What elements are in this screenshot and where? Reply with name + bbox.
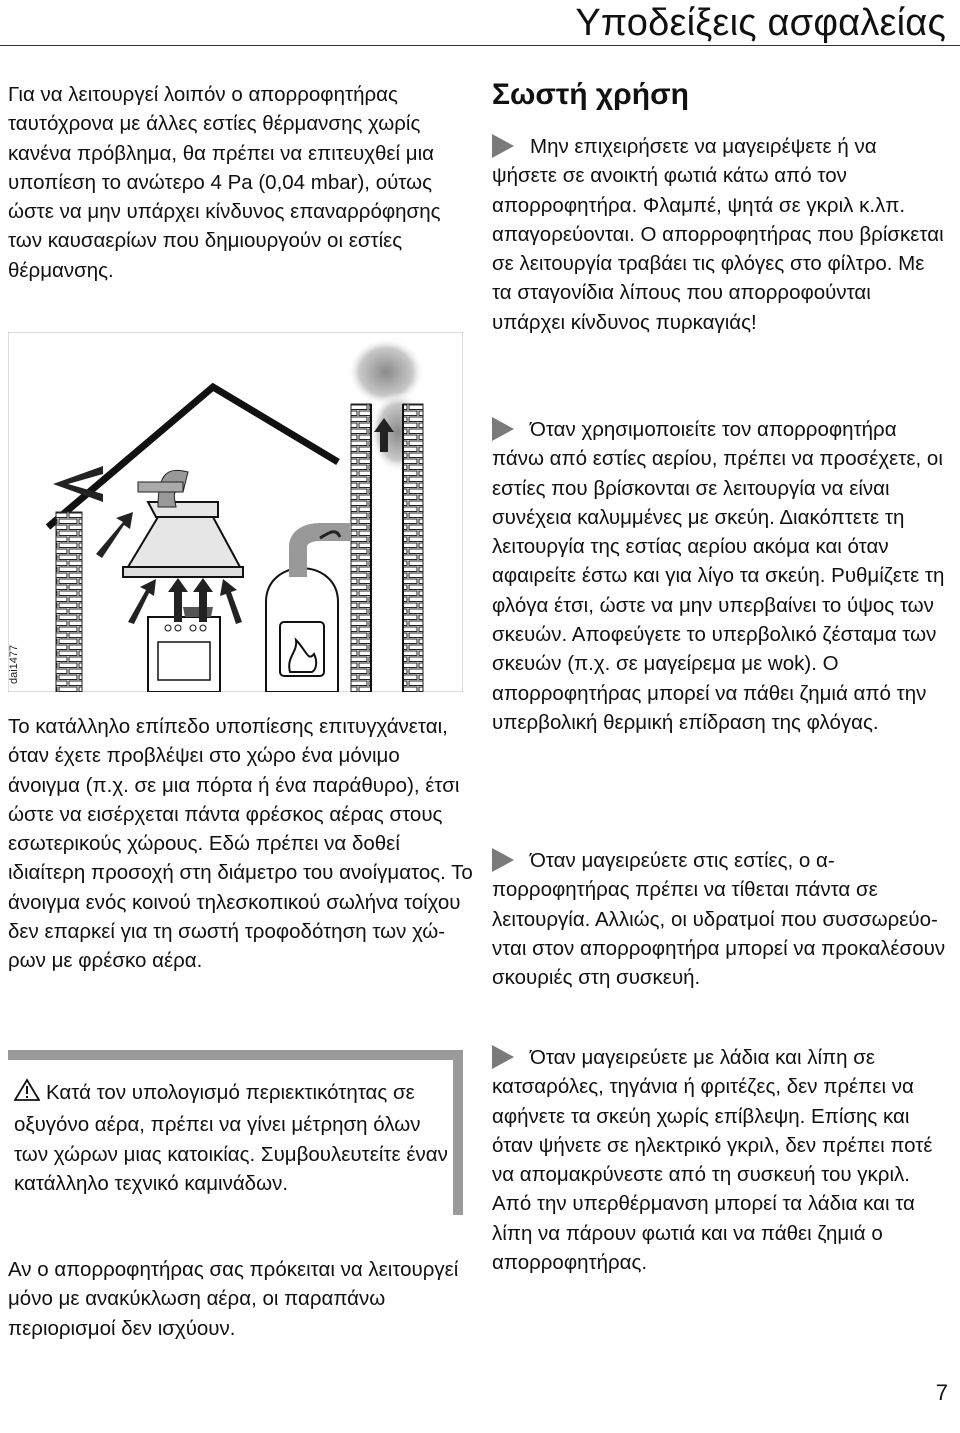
ventilation-paragraph: Το κατάλληλο επίπεδο υποπίεσης επιτυγχάνεται, όταν έχετε προβλέψει στο χώρο ένα μόνιμο άνοιγμα (π.χ. σε μια πόρτα ή ένα παράθυρο), έτσι ώστε να εισέρχεται πάντα φρέσκος αέρας στους εσωτερικούς χώρους. Εδώ πρέπει να δοθεί ιδιαίτερη προσοχή στη διάμετρο του ανοίγματος. Το άνοιγμα ενός κοινού τηλεσκοπικού σωλήνα τοίχου δεν επαρκεί για τη σωστή τροφοδότηση των χώρων με φρέσκο αέρα. bbox=[8, 715, 473, 973]
bullet-item bbox=[492, 415, 947, 737]
bullet-arrow-icon bbox=[492, 1045, 514, 1069]
chimney-wall-right bbox=[403, 404, 423, 692]
figure-code: dai1477 bbox=[8, 644, 20, 684]
recirculation-paragraph: Αν ο απορροφητήρας σας πρόκειται να λειτουργεί μόνο με ανακύκλωση αέρα, οι παραπάνω περιορισμοί δεν ισχύουν. bbox=[8, 1258, 459, 1340]
header-rule bbox=[0, 45, 960, 46]
warning-text: Κατά τον υπολογισμό περιεκτικότητας σε οξυγόνο αέρα, πρέπει να γίνει μέτρηση όλων των χώρων μιας κατοικίας. Συμβουλευτείτε έναν κατάλληλο τεχνικό καμινάδων. bbox=[14, 1081, 448, 1195]
warning-triangle-icon bbox=[14, 1078, 40, 1110]
section-heading-correct-use: Σωστή χρήση bbox=[492, 78, 689, 111]
bullet-text: Όταν χρησιμοποιείτε τον απορροφητήρα πάνω από εστίες αερίου, πρέπει να προσέχετε, οι εστίες που βρίσκονται σε λειτουργία να είναι συνέχεια καλυμμένες με σκεύη. Διακόπτετε τη λειτουργία της εστίας αερίου ακόμα και όταν αφαιρείτε έστω και για λίγο τα σκεύη. Ρυθμίζετε τη φλόγα έτσι, ώστε να μην υπερβαίνει το ύψος των σκευών. Αποφεύγετε το υπερβολικό ζέσταμα των σκευών (π.χ. σε μαγείρεμα με wok). Ο απορροφητήρας μπορεί να πάθει ζημιά από την υπερβολική θερμική επίδραση της φλόγας. bbox=[492, 418, 945, 734]
ventilation-illustration bbox=[8, 332, 463, 692]
bullet-text: Όταν μαγειρεύετε με λάδια και λίπη σε κατσαρόλες, τηγάνια ή φριτέζες, δεν πρέπει να αφήνετε τα σκεύη χωρίς επίβλεψη. Επίσης και όταν ψήνετε σε ηλεκτρικό γκριλ, δεν πρέπει ποτέ να απομακρύνεστε από τη συσκευή του γκριλ. Από την υπερθέρμανση μπορεί τα λάδια και τα λίπη να πάρουν φωτιά και να πάθει ζημιά ο απορροφητήρας. bbox=[492, 1046, 933, 1275]
intro-paragraph: Για να λειτουργεί λοιπόν ο απορροφητήρας ταυτόχρονα με άλλες εστίες θέρμανσης χωρίς κανένα πρόβλημα, θα πρέπει να επιτευχθεί μια υποπίεση το ανώτερο 4 Pa (0,04 mbar), ούτως ώστε να μην υπάρχει κίνδυνος επαναρρόφησης των καυσαερίων που δημιουργούν οι εστίες θέρμανσης. bbox=[8, 83, 441, 282]
page-header-title: Υποδείξεις ασφαλείας bbox=[575, 2, 946, 44]
warning-notice bbox=[14, 1078, 454, 1198]
page-number: 7 bbox=[935, 1380, 948, 1405]
bullet-arrow-icon bbox=[492, 848, 514, 872]
bullet-text: Μην επιχειρήσετε να μαγειρέψετε ή να ψήσετε σε ανοικτή φωτιά κάτω από τον απορροφητήρα. Φλαμπέ, ψητά σε γκριλ κ.λπ. απαγορεύονται. Ο απορροφητήρας που βρίσκεται σε λειτουργία τραβάει τις φλόγες στο φίλτρο. Με τα σταγονίδια λίπους που απορροφούνται υπάρχει κίνδυνος πυρκαγιάς! bbox=[492, 135, 944, 334]
bullet-arrow-icon bbox=[492, 417, 514, 441]
bullet-item bbox=[492, 1043, 947, 1277]
bullet-item bbox=[492, 132, 947, 337]
bullet-arrow-icon bbox=[492, 134, 514, 158]
smoke-cloud bbox=[348, 338, 424, 406]
left-wall bbox=[56, 512, 82, 692]
chimney-wall-left bbox=[351, 404, 371, 692]
bullet-item bbox=[492, 846, 947, 992]
bullet-text: Όταν μαγειρεύετε στις εστίες, ο απορροφητήρας πρέπει να τίθεται πάντα σε λειτουργία. Αλλιώς, οι υδρατμοί που συσσωρεύονται στον απορροφητήρα μπορεί να προκαλέσουν σκουριές στη συσκευή. bbox=[492, 849, 946, 990]
house-diagram bbox=[8, 332, 463, 692]
